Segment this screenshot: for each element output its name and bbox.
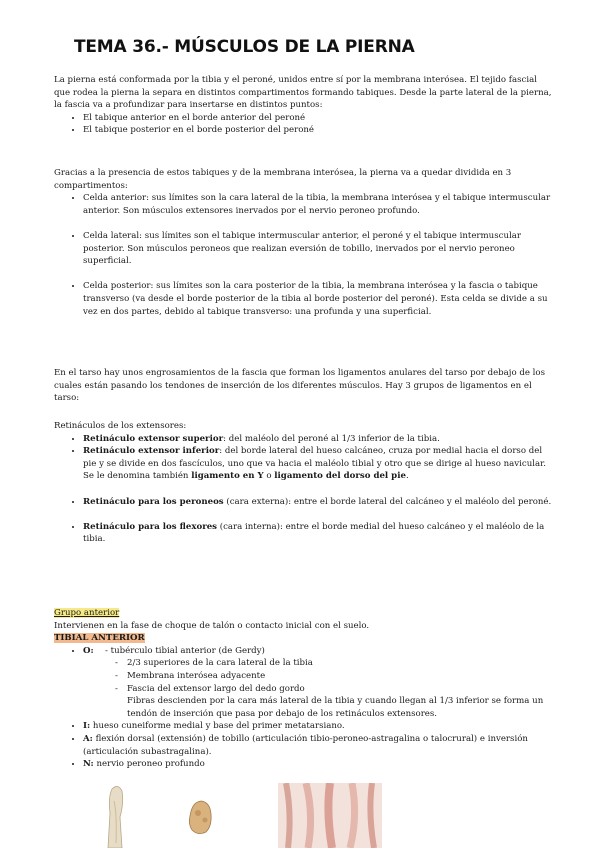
retinaculos-list (54, 433, 554, 546)
tarso-section (54, 367, 554, 405)
origen-label: • O: (83, 645, 94, 656)
leg-bone-image (98, 783, 134, 848)
term: Retináculo para los peroneos (83, 496, 224, 507)
list-item: • El tabique posterior en el borde posterior del peroné (83, 124, 554, 137)
compartments-paragraph: Gracias a la presencia de estos tabiques y de la membrana interósea, la pierna va a quedar dividida en 3 compartimentos: (54, 168, 512, 191)
retinaculos-section (54, 420, 554, 546)
term-alias: ligamento del dorso del pie (274, 471, 406, 482)
spacer (83, 217, 554, 230)
list-item-celda-lateral: • Celda lateral: sus límites son el tabique intermuscular anterior, el peroné y el tabique intermuscular posterior. Son músculos peroneos que realizan eversión de tobillo, inervados por el nervio peroneo superficial. (83, 230, 554, 268)
page-title: TEMA 36.- MÚSCULOS DE LA PIERNA (74, 37, 415, 57)
insercion-label: I: (83, 721, 91, 732)
list-item-origen (83, 645, 554, 721)
term-alias: ligamento en Y (191, 471, 264, 482)
connector: o (263, 471, 275, 482)
definition: : del borde lateral del hueso calcáneo, cruza por medial hacia el dorso del pie y se divide en dos fascículos, uno que va hacia el maléolo tibial y otro que se dirige al hueso navicular. Se le denomina también (83, 446, 546, 482)
definition: (cara interna): entre el borde medial del hueso calcáneo y el maléolo de la tibia. (83, 521, 545, 545)
compartments-section (54, 167, 554, 318)
intro-paragraph: La pierna está conformada por la tibia y el peroné, unidos entre sí por la membrana interósea. El tejido fascial que rodea la pierna la separa en distintos compartimentos formando tabiques. Desde la parte lateral de la pierna, la fascia va a profundizar para insertarse en distintos puntos: (54, 75, 552, 111)
definition: : del maléolo del peroné al 1/3 inferior de la tibia. (223, 433, 440, 444)
list-item-retinaculo-inferior (83, 445, 554, 483)
origen-first: - tubérculo tibial anterior (de Gerdy) (105, 645, 265, 656)
list-item: - Membrana interósea adyacente (127, 670, 554, 683)
term: Retináculo extensor superior (83, 433, 224, 444)
list-item-retinaculo-flexores (83, 521, 554, 546)
nervio-label: N: (83, 759, 94, 770)
period: . (405, 471, 409, 482)
list-item-insercion (83, 720, 554, 733)
muscle-anatomy-image (278, 783, 382, 848)
list-item-nervio (83, 758, 554, 771)
definition: (cara externa): entre el borde lateral del calcáneo y el maléolo del peroné. (223, 496, 552, 507)
muscle-details-list (54, 645, 554, 771)
origen-sublist (83, 657, 554, 695)
spacer (83, 268, 554, 281)
list-item-celda-posterior: • Celda posterior: sus límites son la cara posterior de la tibia, la membrana interósea y la fascia o tabique transverso (va desde el borde posterior de la tibia al borde posterior del peroné). Esta celda se divide a su vez en dos partes, debido al tabique transverso: una profunda y una superficial. (83, 280, 554, 318)
foot-bone-image (186, 796, 214, 848)
list-item-retinaculo-peroneos (83, 496, 554, 509)
accion-text: flexión dorsal (extensión) de tobillo (articulación tibio-peroneo-astragalina o talocrural) e inversión (articulación subastragalina). (83, 733, 528, 757)
fibras-paragraph: Fibras descienden por la cara más lateral de la tibia y cuando llegan al 1/3 inferior se forma un tendón de inserción que pasa por debajo de los retináculos extensores. (127, 696, 544, 719)
spacer (83, 508, 554, 521)
intro-bullet-list (54, 112, 554, 137)
section-paragraph: Intervienen en la fase de choque de talón o contacto inicial con el suelo. (54, 620, 370, 631)
nervio-text: nervio peroneo profundo (93, 759, 205, 770)
list-item-accion (83, 733, 554, 758)
tarso-paragraph: En el tarso hay unos engrosamientos de la fascia que forman los ligamentos anulares del tarso por debajo de los cuales están pasando los tendones de inserción de los diferentes músculos. Hay 3 grupos de ligamentos en el tarso: (54, 368, 546, 404)
list-item-retinaculo-superior (83, 433, 554, 446)
retinaculos-intro: Retináculos de los extensores: (54, 421, 187, 431)
list-item: - 2/3 superiores de la cara lateral de la tibia (127, 657, 554, 670)
accion-label: A: (83, 733, 93, 744)
intro-section (54, 74, 554, 137)
term: Retináculo extensor inferior (83, 446, 220, 457)
muscle-name: TIBIAL ANTERIOR (54, 633, 145, 644)
compartments-list (54, 192, 554, 318)
spacer (83, 483, 554, 496)
insercion-text: hueso cuneiforme medial y base del primer metatarsiano. (90, 721, 345, 732)
term: Retináculo para los flexores (83, 521, 218, 532)
list-item-celda-anterior: • Celda anterior: sus límites son la cara lateral de la tibia, la membrana interósea y el tabique intermuscular anterior. Son músculos extensores inervados por el nervio peroneo profundo. (83, 192, 554, 217)
section-heading: Grupo anterior (54, 608, 120, 618)
list-item: - Fascia del extensor largo del dedo gordo (127, 683, 554, 696)
list-item: • El tabique anterior en el borde anterior del peroné (83, 112, 554, 125)
grupo-anterior-section (54, 607, 554, 771)
